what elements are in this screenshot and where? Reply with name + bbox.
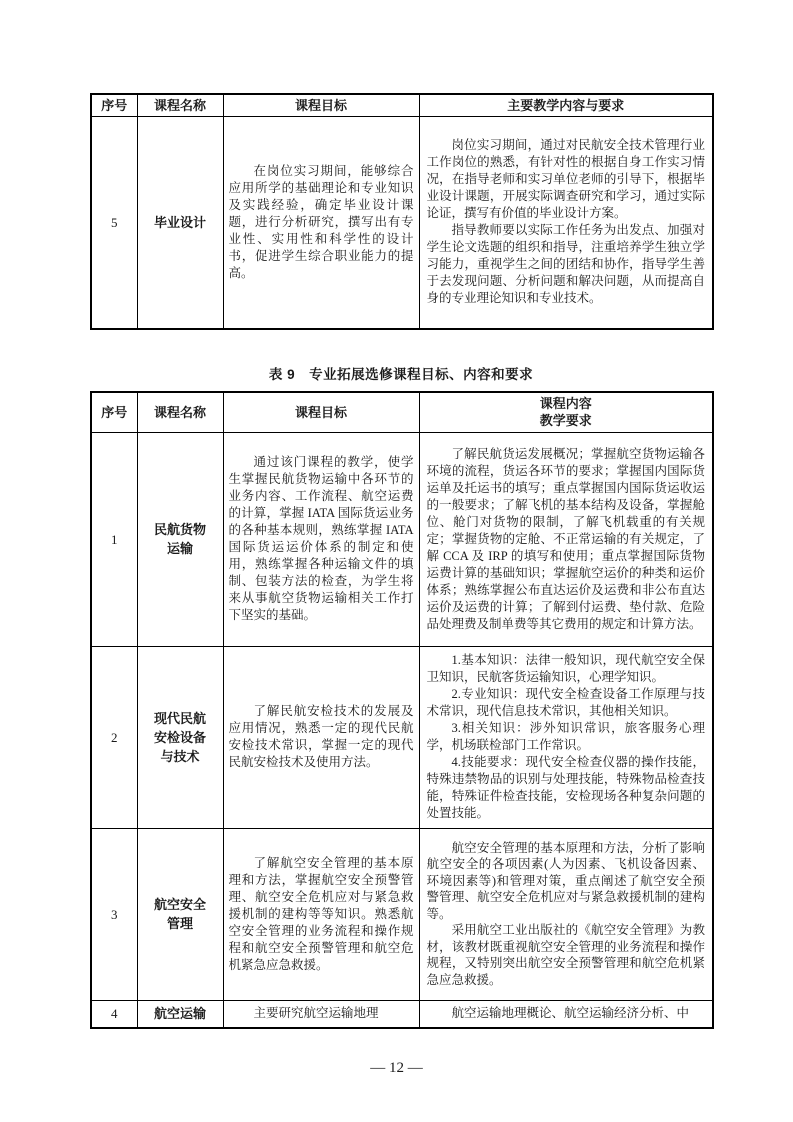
table-row-graduation-design xyxy=(91,116,713,329)
cell-serial-number: 1 xyxy=(91,432,137,646)
cell-course-goal xyxy=(223,828,419,1000)
table-row-security-equipment xyxy=(91,646,713,828)
course-content-paragraph: 采用航空工业出版社的《航空安全管理》为教材，该教材既重视航空安全管理的业务流程和操作规程，又特别突出航空安全预警管理和航空危机紧急应急救援。 xyxy=(426,923,705,987)
cell-teaching-content xyxy=(419,116,713,329)
course-content-paragraph: 航空安全管理的基本原理和方法，分析了影响航空安全的各项因素(人为因素、飞机设备因素、环境因素等)和管理对策，重点阐述了航空安全预警管理、航空安全危机应对与紧急救援机制的建构等。 xyxy=(426,840,705,921)
course-content-item: 4.技能要求：现代安全检查仪器的操作技能，特殊违禁物品的识别与处理技能，特殊物品检查技能，特殊证件检查技能，安检现场各种复杂问题的处置技能。 xyxy=(426,755,705,820)
core-course-table-header-row xyxy=(91,94,713,116)
cell-course-goal xyxy=(223,646,419,828)
course-goal-text: 了解航空安全管理的基本原理和方法，掌握航空安全预警管理、航空安全危机应对与紧急救援机制的建构等等知识。熟悉航空安全管理的业务流程和操作规程和航空安全预警管理和航空危机紧急应急救援。 xyxy=(228,855,414,972)
teaching-content-paragraph: 岗位实习期间，通过对民航安全技术管理行业工作岗位的熟悉，有针对性的根据自身工作实习情况，在指导老师和实习单位老师的引导下，根据毕业设计课题，开展实际调查研究和学习，通过实际论证，撰写有价值的毕业设计方案。 xyxy=(426,138,705,221)
course-goal-text: 主要研究航空运输地理 xyxy=(253,1006,379,1021)
header-course-content-line: 课程内容 xyxy=(539,396,592,412)
cell-course-goal xyxy=(223,116,419,329)
page-number: — 12 — xyxy=(370,1060,423,1076)
header-teaching-requirements-line: 教学要求 xyxy=(539,413,592,429)
header-course-goal: 课程目标 xyxy=(223,94,419,116)
cell-course-content xyxy=(419,646,713,828)
course-goal-text: 通过该门课程的教学，使学生掌握民航货物运输中各环节的业务内容、工作流程、航空运费的计算，掌握 IATA 国际货运业务的各种基本规则，熟练掌握 IATA 国际货运运价体系的制定和使用，熟练掌握各种运输文件的填制、包装方法的检查，为学生将来从事航空货物运输相关工作打下坚实的基础。 xyxy=(228,455,414,622)
course-content-item: 2.专业知识：现代安全检查设备工作原理与技术常识，现代信息技术常识，其他相关知识。 xyxy=(426,687,705,718)
page-content xyxy=(90,93,712,1029)
cell-serial-number: 4 xyxy=(91,1000,137,1028)
table9-title: 表 9 专业拓展选修课程目标、内容和要求 xyxy=(268,367,534,382)
course-content-item: 1.基本知识：法律一般知识，现代航空安全保卫知识，民航客货运输知识，心理学知识。 xyxy=(426,653,705,684)
cell-serial-number: 3 xyxy=(91,828,137,1000)
core-course-table xyxy=(90,93,714,330)
header-course-content-requirements xyxy=(419,392,713,432)
cell-course-name: 航空运输 xyxy=(137,1000,223,1028)
cell-serial-number: 2 xyxy=(91,646,137,828)
cell-course-content xyxy=(419,1000,713,1028)
cell-course-content xyxy=(419,432,713,646)
cell-course-name: 航空安全管理 xyxy=(137,828,223,1000)
cell-course-name: 民航货物运输 xyxy=(137,432,223,646)
course-content-paragraph: 了解民航货运发展概况；掌握航空货物运输各环境的流程，货运各环节的要求；掌握国内国际货运单及托运书的填写；重点掌握国内国际货运收运的一般要求；了解飞机的基本结构及设备，掌握舱位、舱门对货物的限制，了解飞机载重的有关规定；掌握货物的定舱、不正常运输的有关规定，了解 CCA 及 IRP 的填写和使用；重点掌握国际货物运费计算的基础知识；掌握航空运价的种类和运价体系；熟练掌握公布直达运价及运费和非公布直达运价及运费的计算；了解到付运费、垫付款、危险品处理费及制单费等其它费用的规定和计算方法。 xyxy=(426,446,705,631)
course-content-item: 3.相关知识：涉外知识常识，旅客服务心理学，机场联检部门工作常识。 xyxy=(426,721,705,752)
cell-course-name: 毕业设计 xyxy=(137,116,223,329)
cell-course-name: 现代民航安检设备与技术 xyxy=(137,646,223,828)
table-row-aviation-safety-management xyxy=(91,828,713,1000)
header-serial-number: 序号 xyxy=(91,94,137,116)
header-course-name: 课程名称 xyxy=(137,94,223,116)
header-course-goal: 课程目标 xyxy=(223,392,419,432)
teaching-content-paragraph: 指导教师要以实际工作任务为出发点、加强对学生论文选题的组织和指导，注重培养学生独立学习能力，重视学生之间的团结和协作，指导学生善于去发现问题、分析问题和解决问题，从而提高自身的专业理论知识和专业技术。 xyxy=(426,223,705,306)
elective-course-table xyxy=(90,391,714,1029)
course-content-paragraph: 航空运输地理概论、航空运输经济分析、中 xyxy=(451,1006,690,1021)
course-goal-text: 了解民航安检技术的发展及应用情况，熟悉一定的现代民航安检技术常识，掌握一定的现代民航安检技术及使用方法。 xyxy=(228,704,414,769)
table-row-cargo-transport xyxy=(91,432,713,646)
cell-course-goal xyxy=(223,1000,419,1028)
header-course-name: 课程名称 xyxy=(137,392,223,432)
course-goal-text: 在岗位实习期间，能够综合应用所学的基础理论和专业知识及实践经验，确定毕业设计课题，进行分析研究，撰写出有专业性、实用性和科学性的设计书，促进学生综合职业能力的提高。 xyxy=(228,163,414,280)
cell-course-goal xyxy=(223,432,419,646)
header-teaching-content: 主要教学内容与要求 xyxy=(419,94,713,116)
header-serial-number: 序号 xyxy=(91,392,137,432)
elective-table-header-row xyxy=(91,392,713,432)
cell-serial-number: 5 xyxy=(91,116,137,329)
table-row-air-transport xyxy=(91,1000,713,1028)
cell-course-content xyxy=(419,828,713,1000)
